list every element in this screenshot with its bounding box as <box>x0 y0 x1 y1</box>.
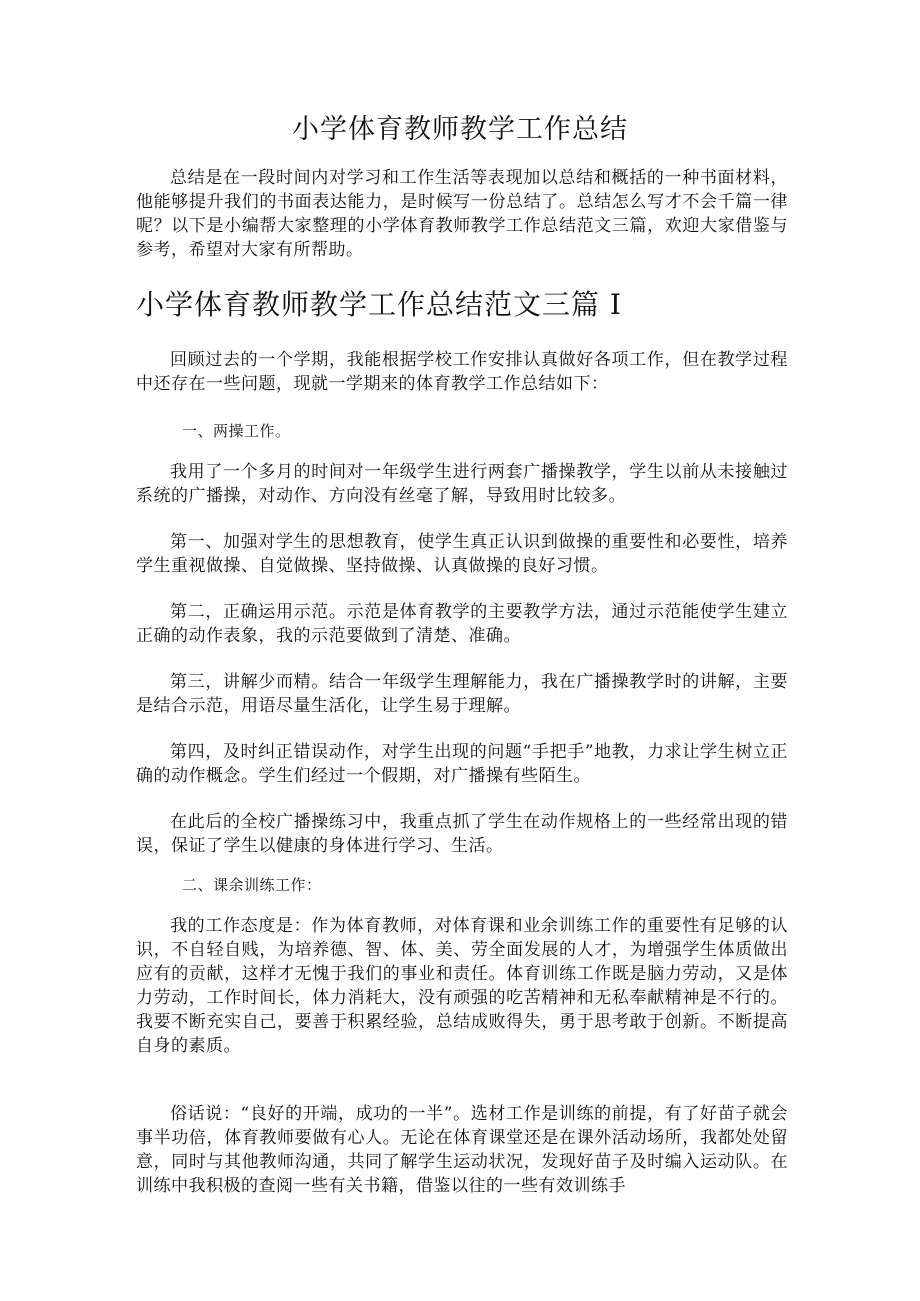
paragraph-3: 第一、加强对学生的思想教育，使学生真正认识到做操的重要性和必要性，培养学生重视做操、自觉做操、坚持做操、认真做操的良好习惯。 <box>136 532 788 576</box>
paragraph-5: 第三，讲解少而精。结合一年级学生理解能力，我在广播操教学时的讲解，主要是结合示范，用语尽量生活化，让学生易于理解。 <box>136 672 788 716</box>
intro-paragraph: 总结是在一段时间内对学习和工作生活等表现加以总结和概括的一种书面材料，他能够提升我们的书面表达能力，是时候写一份总结了。总结怎么写才不会千篇一律呢？以下是小编帮大家整理的小学体育教师教学工作总结范文三篇，欢迎大家借鉴与参考，希望对大家有所帮助。 <box>136 168 788 260</box>
section-heading-1: 一、两操工作。 <box>182 422 291 440</box>
paragraph-4: 第二，正确运用示范。示范是体育教学的主要教学方法，通过示范能使学生建立正确的动作表象，我的示范要做到了清楚、准确。 <box>136 602 788 646</box>
paragraph-9: 俗话说：“良好的开端，成功的一半”。选材工作是训练的前提，有了好苗子就会事半功倍，体育教师要做有心人。无论在体育课堂还是在课外活动场所，我都处处留意，同时与其他教师沟通，共同了解学生运动状况，发现好苗子及时编入运动队。在训练中我积极的查阅一些有关书籍，借鉴以往的一些有效训练手 <box>136 1104 788 1196</box>
paragraph-6: 第四，及时纠正错误动作，对学生出现的问题“手把手”地教，力求让学生树立正确的动作概念。学生们经过一个假期，对广播操有些陌生。 <box>136 742 788 786</box>
paragraph-8: 我的工作态度是：作为体育教师，对体育课和业余训练工作的重要性有足够的认识，不自轻自贱，为培养德、智、体、美、劳全面发展的人才，为增强学生体质做出应有的贡献，这样才无愧于我们的事业和责任。体育训练工作既是脑力劳动，又是体力劳动，工作时间长，体力消耗大，没有顽强的吃苦精神和无私奉献精神是不行的。我要不断充实自己，要善于积累经验，总结成败得失，勇于思考敢于创新。不断提高自身的素质。 <box>136 916 788 1056</box>
article-heading: 小学体育教师教学工作总结范文三篇 I <box>136 288 622 321</box>
paragraph-7: 在此后的全校广播操练习中，我重点抓了学生在动作规格上的一些经常出现的错误，保证了学生以健康的身体进行学习、生活。 <box>136 812 788 856</box>
paragraph-1: 回顾过去的一个学期，我能根据学校工作安排认真做好各项工作，但在教学过程中还存在一些问题，现就一学期来的体育教学工作总结如下： <box>136 350 788 394</box>
document-title: 小学体育教师教学工作总结 <box>292 114 628 145</box>
paragraph-2: 我用了一个多月的时间对一年级学生进行两套广播操教学，学生以前从未接触过系统的广播操，对动作、方向没有丝毫了解，导致用时比较多。 <box>136 462 788 506</box>
section-heading-2: 二、课余训练工作： <box>182 876 322 894</box>
